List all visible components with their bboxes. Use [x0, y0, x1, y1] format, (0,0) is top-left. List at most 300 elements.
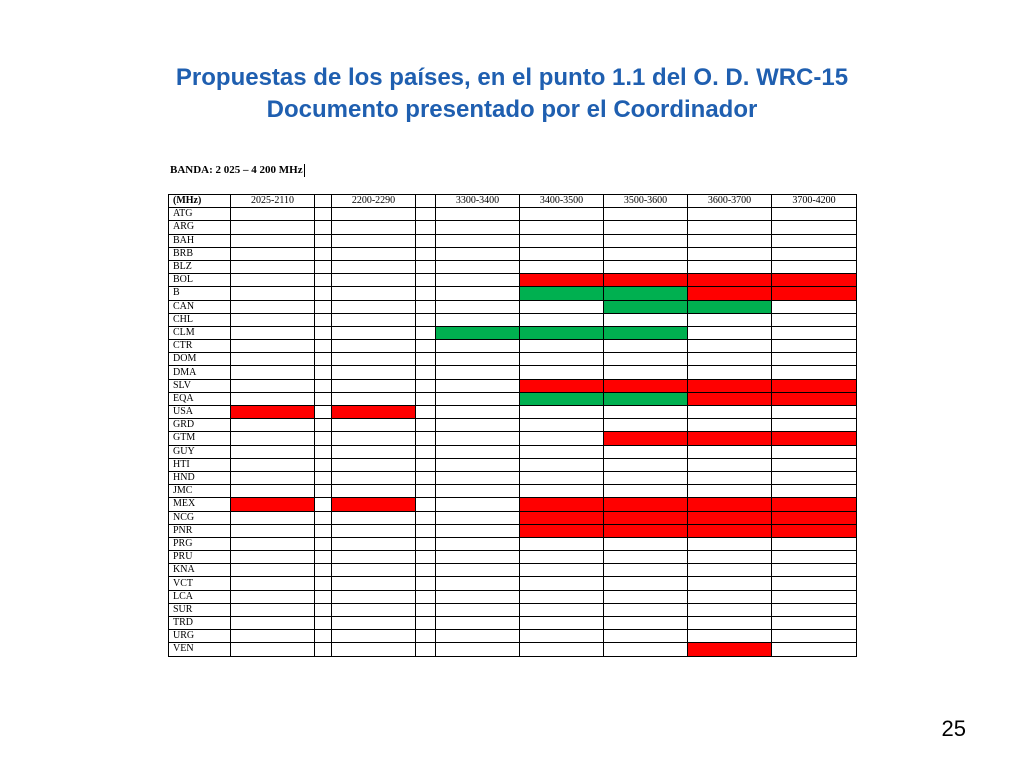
- country-code: BAH: [169, 234, 231, 247]
- empty-cell: [416, 208, 436, 221]
- empty-cell: [604, 577, 688, 590]
- empty-cell: [231, 208, 315, 221]
- empty-cell: [416, 274, 436, 287]
- empty-cell: [315, 617, 332, 630]
- country-code: KNA: [169, 564, 231, 577]
- empty-cell: [332, 485, 416, 498]
- empty-cell: [688, 577, 772, 590]
- empty-cell: [231, 432, 315, 445]
- empty-cell: [520, 564, 604, 577]
- proposal-cell-red: [231, 498, 315, 511]
- empty-cell: [772, 208, 857, 221]
- column-header: 2025-2110: [231, 195, 315, 208]
- empty-cell: [436, 419, 520, 432]
- empty-cell: [315, 274, 332, 287]
- empty-cell: [604, 564, 688, 577]
- empty-cell: [416, 577, 436, 590]
- table-row: [169, 379, 857, 392]
- proposal-cell-red: [520, 379, 604, 392]
- proposal-cell-red: [332, 406, 416, 419]
- empty-cell: [315, 234, 332, 247]
- empty-cell: [772, 445, 857, 458]
- empty-cell: [436, 551, 520, 564]
- empty-cell: [688, 590, 772, 603]
- empty-cell: [332, 287, 416, 300]
- table-row: [169, 590, 857, 603]
- table-row: [169, 419, 857, 432]
- empty-cell: [332, 274, 416, 287]
- proposal-cell-red: [772, 524, 857, 537]
- table-row: [169, 274, 857, 287]
- empty-cell: [231, 564, 315, 577]
- empty-cell: [416, 524, 436, 537]
- empty-cell: [315, 551, 332, 564]
- empty-cell: [520, 458, 604, 471]
- empty-cell: [436, 300, 520, 313]
- proposal-cell-red: [688, 274, 772, 287]
- proposal-cell-red: [604, 379, 688, 392]
- empty-cell: [604, 617, 688, 630]
- empty-cell: [436, 498, 520, 511]
- empty-cell: [520, 551, 604, 564]
- empty-cell: [436, 208, 520, 221]
- empty-cell: [436, 221, 520, 234]
- empty-cell: [520, 313, 604, 326]
- empty-cell: [772, 643, 857, 656]
- empty-cell: [332, 617, 416, 630]
- empty-cell: [772, 221, 857, 234]
- empty-cell: [231, 379, 315, 392]
- column-header: 3500-3600: [604, 195, 688, 208]
- empty-cell: [416, 603, 436, 616]
- table-row: [169, 287, 857, 300]
- empty-cell: [332, 524, 416, 537]
- empty-cell: [772, 419, 857, 432]
- empty-cell: [416, 260, 436, 273]
- proposal-cell-red: [604, 432, 688, 445]
- empty-cell: [332, 379, 416, 392]
- empty-cell: [604, 260, 688, 273]
- empty-cell: [772, 577, 857, 590]
- empty-cell: [315, 406, 332, 419]
- proposal-cell-red: [772, 432, 857, 445]
- empty-cell: [315, 630, 332, 643]
- empty-cell: [332, 590, 416, 603]
- empty-cell: [688, 221, 772, 234]
- empty-cell: [520, 353, 604, 366]
- empty-cell: [604, 247, 688, 260]
- empty-cell: [231, 326, 315, 339]
- empty-cell: [231, 221, 315, 234]
- empty-cell: [688, 326, 772, 339]
- table-row: [169, 247, 857, 260]
- empty-cell: [416, 379, 436, 392]
- table-row: [169, 234, 857, 247]
- empty-cell: [416, 287, 436, 300]
- empty-cell: [772, 603, 857, 616]
- table-row: [169, 260, 857, 273]
- country-code: SLV: [169, 379, 231, 392]
- empty-cell: [315, 247, 332, 260]
- empty-cell: [416, 353, 436, 366]
- empty-cell: [315, 498, 332, 511]
- empty-cell: [332, 419, 416, 432]
- empty-cell: [332, 326, 416, 339]
- empty-cell: [231, 392, 315, 405]
- empty-cell: [332, 300, 416, 313]
- empty-cell: [332, 247, 416, 260]
- empty-cell: [604, 221, 688, 234]
- empty-cell: [416, 617, 436, 630]
- empty-cell: [332, 603, 416, 616]
- country-code: BLZ: [169, 260, 231, 273]
- country-code: CHL: [169, 313, 231, 326]
- column-header: 3400-3500: [520, 195, 604, 208]
- proposal-cell-red: [772, 498, 857, 511]
- empty-cell: [231, 590, 315, 603]
- country-code: VEN: [169, 643, 231, 656]
- empty-cell: [772, 300, 857, 313]
- empty-cell: [772, 247, 857, 260]
- empty-cell: [231, 617, 315, 630]
- empty-cell: [231, 234, 315, 247]
- table-row: [169, 630, 857, 643]
- empty-cell: [416, 445, 436, 458]
- empty-cell: [520, 221, 604, 234]
- empty-cell: [436, 247, 520, 260]
- country-code: ATG: [169, 208, 231, 221]
- empty-cell: [688, 234, 772, 247]
- table-row: [169, 511, 857, 524]
- empty-cell: [332, 577, 416, 590]
- empty-cell: [436, 485, 520, 498]
- empty-cell: [772, 471, 857, 484]
- proposal-cell-red: [604, 498, 688, 511]
- empty-cell: [772, 260, 857, 273]
- empty-cell: [416, 432, 436, 445]
- empty-cell: [332, 458, 416, 471]
- country-code: GTM: [169, 432, 231, 445]
- empty-cell: [520, 234, 604, 247]
- empty-cell: [315, 511, 332, 524]
- empty-cell: [315, 221, 332, 234]
- empty-cell: [688, 551, 772, 564]
- empty-cell: [772, 458, 857, 471]
- table-row: [169, 221, 857, 234]
- country-code: NCG: [169, 511, 231, 524]
- band-label-text: BANDA: 2 025 – 4 200 MHz: [170, 164, 303, 177]
- empty-cell: [688, 458, 772, 471]
- empty-cell: [416, 247, 436, 260]
- country-code: PNR: [169, 524, 231, 537]
- empty-cell: [604, 603, 688, 616]
- empty-cell: [315, 445, 332, 458]
- empty-cell: [436, 379, 520, 392]
- empty-cell: [315, 313, 332, 326]
- empty-cell: [436, 577, 520, 590]
- proposal-cell-green: [520, 392, 604, 405]
- empty-cell: [520, 300, 604, 313]
- empty-cell: [688, 208, 772, 221]
- table-corner-header: (MHz): [169, 195, 231, 208]
- empty-cell: [604, 234, 688, 247]
- empty-cell: [231, 340, 315, 353]
- empty-cell: [688, 485, 772, 498]
- country-code: LCA: [169, 590, 231, 603]
- empty-cell: [436, 524, 520, 537]
- empty-cell: [436, 274, 520, 287]
- proposal-cell-red: [772, 511, 857, 524]
- empty-cell: [315, 603, 332, 616]
- empty-cell: [520, 537, 604, 550]
- empty-cell: [436, 406, 520, 419]
- table-row: [169, 537, 857, 550]
- country-code: GRD: [169, 419, 231, 432]
- empty-cell: [436, 603, 520, 616]
- page-number: 25: [941, 716, 966, 741]
- empty-cell: [416, 326, 436, 339]
- empty-cell: [416, 221, 436, 234]
- empty-cell: [604, 313, 688, 326]
- empty-cell: [332, 643, 416, 656]
- proposal-cell-red: [688, 287, 772, 300]
- empty-cell: [520, 485, 604, 498]
- empty-cell: [604, 458, 688, 471]
- table-row: [169, 577, 857, 590]
- table-row: [169, 603, 857, 616]
- empty-cell: [772, 537, 857, 550]
- proposal-cell-green: [520, 326, 604, 339]
- empty-cell: [416, 590, 436, 603]
- empty-cell: [604, 419, 688, 432]
- empty-cell: [315, 432, 332, 445]
- country-code: CAN: [169, 300, 231, 313]
- empty-cell: [436, 471, 520, 484]
- empty-cell: [231, 458, 315, 471]
- proposal-cell-red: [688, 432, 772, 445]
- table-row: [169, 340, 857, 353]
- empty-cell: [520, 590, 604, 603]
- empty-cell: [688, 445, 772, 458]
- empty-cell: [520, 419, 604, 432]
- empty-cell: [332, 564, 416, 577]
- empty-cell: [772, 590, 857, 603]
- empty-cell: [520, 247, 604, 260]
- empty-cell: [332, 432, 416, 445]
- empty-cell: [231, 577, 315, 590]
- empty-cell: [416, 564, 436, 577]
- table-row: [169, 353, 857, 366]
- empty-cell: [416, 643, 436, 656]
- empty-cell: [688, 340, 772, 353]
- empty-cell: [332, 221, 416, 234]
- empty-cell: [604, 630, 688, 643]
- empty-cell: [688, 366, 772, 379]
- empty-cell: [604, 590, 688, 603]
- table-row: [169, 406, 857, 419]
- empty-cell: [772, 366, 857, 379]
- empty-cell: [436, 564, 520, 577]
- empty-cell: [688, 471, 772, 484]
- empty-cell: [436, 392, 520, 405]
- empty-cell: [416, 485, 436, 498]
- empty-cell: [416, 458, 436, 471]
- empty-cell: [520, 406, 604, 419]
- empty-cell: [604, 551, 688, 564]
- empty-cell: [688, 630, 772, 643]
- table-row: [169, 313, 857, 326]
- empty-cell: [604, 340, 688, 353]
- empty-cell: [604, 537, 688, 550]
- empty-cell: [332, 630, 416, 643]
- proposal-cell-red: [688, 524, 772, 537]
- empty-cell: [231, 537, 315, 550]
- table-row: [169, 524, 857, 537]
- proposal-cell-red: [520, 498, 604, 511]
- country-code: B: [169, 287, 231, 300]
- empty-cell: [332, 340, 416, 353]
- country-code: VCT: [169, 577, 231, 590]
- empty-cell: [315, 524, 332, 537]
- empty-cell: [315, 340, 332, 353]
- empty-cell: [315, 458, 332, 471]
- empty-cell: [332, 537, 416, 550]
- empty-cell: [436, 458, 520, 471]
- table-row: [169, 643, 857, 656]
- table-row: [169, 485, 857, 498]
- empty-cell: [231, 274, 315, 287]
- table-row: [169, 617, 857, 630]
- empty-cell: [416, 392, 436, 405]
- empty-cell: [772, 234, 857, 247]
- empty-cell: [436, 366, 520, 379]
- empty-cell: [315, 537, 332, 550]
- empty-cell: [688, 419, 772, 432]
- country-code: PRU: [169, 551, 231, 564]
- empty-cell: [436, 537, 520, 550]
- proposal-cell-red: [772, 274, 857, 287]
- empty-cell: [416, 471, 436, 484]
- proposal-cell-red: [520, 524, 604, 537]
- empty-cell: [315, 643, 332, 656]
- proposal-cell-green: [604, 287, 688, 300]
- empty-cell: [604, 471, 688, 484]
- empty-cell: [520, 208, 604, 221]
- empty-cell: [332, 260, 416, 273]
- frequency-band-table: [168, 194, 857, 657]
- slide-title-line-1: Propuestas de los países, en el punto 1.1 del O. D. WRC-15: [175, 64, 849, 91]
- empty-cell: [231, 551, 315, 564]
- country-code: SUR: [169, 603, 231, 616]
- proposal-cell-red: [604, 511, 688, 524]
- empty-cell: [604, 353, 688, 366]
- country-code: URG: [169, 630, 231, 643]
- empty-cell: [231, 445, 315, 458]
- empty-cell: [520, 603, 604, 616]
- empty-cell: [315, 590, 332, 603]
- country-code: ARG: [169, 221, 231, 234]
- table-row: [169, 471, 857, 484]
- empty-cell: [520, 471, 604, 484]
- empty-cell: [332, 366, 416, 379]
- empty-cell: [231, 419, 315, 432]
- empty-cell: [315, 300, 332, 313]
- empty-cell: [688, 313, 772, 326]
- proposal-cell-red: [520, 274, 604, 287]
- empty-cell: [332, 353, 416, 366]
- empty-cell: [520, 260, 604, 273]
- proposal-cell-red: [604, 274, 688, 287]
- empty-cell: [772, 313, 857, 326]
- empty-cell: [315, 577, 332, 590]
- empty-cell: [688, 603, 772, 616]
- proposal-cell-red: [332, 498, 416, 511]
- table-row: [169, 300, 857, 313]
- empty-cell: [231, 643, 315, 656]
- country-code: TRD: [169, 617, 231, 630]
- empty-cell: [332, 445, 416, 458]
- empty-cell: [332, 551, 416, 564]
- empty-cell: [604, 366, 688, 379]
- empty-cell: [416, 313, 436, 326]
- empty-cell: [436, 617, 520, 630]
- proposal-cell-red: [772, 392, 857, 405]
- empty-cell: [231, 471, 315, 484]
- table-row: [169, 366, 857, 379]
- proposal-cell-green: [604, 392, 688, 405]
- empty-cell: [416, 630, 436, 643]
- empty-cell: [436, 432, 520, 445]
- proposal-cell-red: [520, 511, 604, 524]
- column-header: 3600-3700: [688, 195, 772, 208]
- table-row: [169, 564, 857, 577]
- empty-cell: [520, 577, 604, 590]
- country-code: DMA: [169, 366, 231, 379]
- empty-cell: [315, 353, 332, 366]
- country-code: DOM: [169, 353, 231, 366]
- empty-cell: [436, 511, 520, 524]
- empty-cell: [604, 485, 688, 498]
- empty-cell: [332, 511, 416, 524]
- empty-cell: [604, 208, 688, 221]
- proposal-cell-red: [604, 524, 688, 537]
- empty-cell: [231, 287, 315, 300]
- table-row: [169, 498, 857, 511]
- empty-cell: [688, 260, 772, 273]
- table-row: [169, 432, 857, 445]
- empty-cell: [772, 353, 857, 366]
- empty-cell: [231, 313, 315, 326]
- proposal-cell-green: [688, 300, 772, 313]
- country-code: BRB: [169, 247, 231, 260]
- proposal-cell-green: [436, 326, 520, 339]
- empty-cell: [332, 208, 416, 221]
- country-code: JMC: [169, 485, 231, 498]
- empty-cell: [315, 260, 332, 273]
- table-row: [169, 326, 857, 339]
- country-code: CTR: [169, 340, 231, 353]
- table-row: [169, 445, 857, 458]
- empty-cell: [520, 340, 604, 353]
- empty-cell: [436, 630, 520, 643]
- empty-cell: [315, 392, 332, 405]
- empty-cell: [315, 208, 332, 221]
- slide-title: [0, 62, 1024, 126]
- proposal-cell-red: [688, 379, 772, 392]
- column-header: 3700-4200: [772, 195, 857, 208]
- empty-cell: [332, 471, 416, 484]
- empty-cell: [332, 234, 416, 247]
